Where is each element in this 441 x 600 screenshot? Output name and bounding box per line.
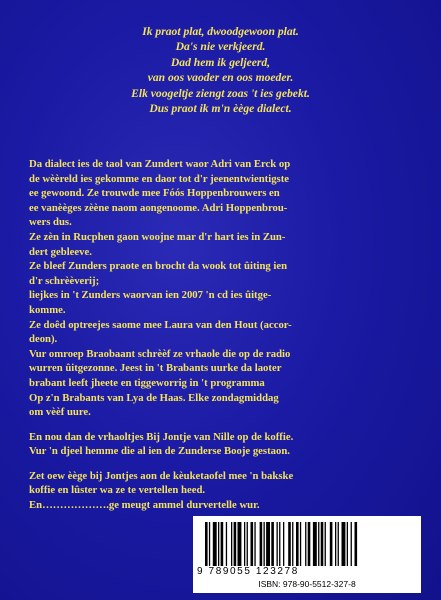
body-line: de wèèreld ies gekomme en daor tot d'r jeenentwientigste <box>29 172 290 185</box>
body-text <box>29 157 429 513</box>
body-line: Op z'n Brabants van Lya de Haas. Elke zondagmiddag <box>29 391 279 404</box>
body-line: wers dus. <box>29 216 72 229</box>
body-line: brabant leeft jheete en tiggeworrig in 't programma <box>29 376 265 389</box>
body-line: Vur 'n djeel hemme die al ien de Zunderse Booje gestaon. <box>29 445 290 458</box>
poem-line: Dus praot ik m'n èège dialect. <box>149 102 292 116</box>
poem-line: Ik praot plat, dwoodgewoon plat. <box>142 25 299 38</box>
body-line: koffie en lûster wa ze te vertellen heed. <box>29 484 206 497</box>
barcode-bars <box>203 522 407 566</box>
isbn-text: ISBN: 978-90-5512-327-8 <box>258 579 356 589</box>
body-line: En nou dan de vrhaoltjes Bij Jontje van Nille op de koffie. <box>29 430 294 443</box>
body-line: d'r schrèèverij; <box>29 274 100 287</box>
barcode-digits: 9 789055 123278 <box>197 566 299 577</box>
body-line: ee gewoond. Ze trouwde mee Fóós Hoppenbrouwers en <box>29 187 280 200</box>
body-line: komme. <box>29 303 66 316</box>
paragraph-gap <box>29 459 429 469</box>
poem-line: van oos vaoder en oos moeder. <box>147 71 294 85</box>
poem <box>0 24 441 116</box>
body-line: Ze doêd optreejes saome mee Laura van den Hout (accor- <box>29 318 292 331</box>
poem-line: Elk voogeltje ziengt zoas 't ies gebekt. <box>131 86 310 100</box>
body-line: Da dialect ies de taol van Zundert waor Adri van Erck op <box>29 158 291 170</box>
poem-line: Da's nie verkjeerd. <box>175 40 266 54</box>
paragraph-gap <box>29 420 429 430</box>
body-line: ee vanèèges zèène naom aongenoome. Adri Hoppenbrou- <box>29 201 288 214</box>
body-line: deon). <box>29 333 58 346</box>
body-line: Zet oew èège bij Jontjes aon de kèuketaofel mee 'n bakske <box>29 469 294 482</box>
body-line: wurren ûitgezonne. Jeest in 't Brabants uurke da laoter <box>29 362 282 375</box>
barcode <box>193 516 421 593</box>
body-line: om vèèf uure. <box>29 406 91 419</box>
body-line: Ze bleef Zunders praote en brocht da wook tot ûiting ien <box>29 260 288 273</box>
body-line: liejkes in 't Zunders waorvan ien 2007 'n cd ies ûitge- <box>29 289 272 302</box>
poem-line: Dad hem ik geljeerd, <box>170 55 271 69</box>
body-line: Ze zèn in Rucphen gaon woojne mar d'r hart ies in Zun- <box>29 230 286 243</box>
body-line: Vur omroep Braobaant schrèèf ze vrhaole die op de radio <box>29 347 291 360</box>
body-line: dert gebleeve. <box>29 245 92 258</box>
body-line: En……………….ge meugt ammel durvertelle wur. <box>29 499 260 512</box>
